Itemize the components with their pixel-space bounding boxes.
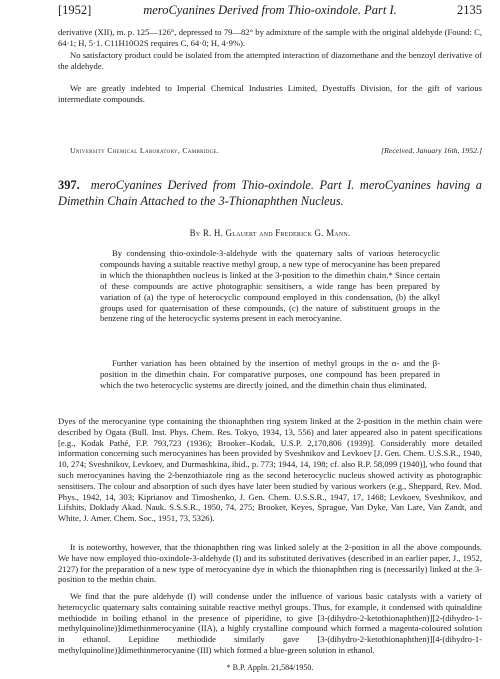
- article-number: 397.: [58, 178, 80, 192]
- previous-article-paragraph: derivative (XII), m. p. 125—126°, depressed to 79—82° by admixture of the sample with the original aldehyde (Found: C, 64·1; H, 5·1. C11H10O2S requires C, 64·0; H, 4·9%).: [58, 27, 482, 48]
- abstract-paragraph: By condensing thio-oxindole-3-aldehyde with the quaternary salts of various heterocyclic compounds having a suitable reactive methyl group, a new type of merocyanine has been prepared in which the thionaphthen nucleus is linked at the 3-position to the dimethin chain.* Since certain of these compounds are active photographic sensitisers, a wide range has been prepared by variation of (a) the type of heterocyclic compound employed in this condensation, (b) the alkyl groups used for quaternisation of these compounds, (c) the nature of substituent groups in the benzene ring of the heterocyclic systems present in each merocyanine.: [100, 248, 440, 324]
- laboratory-address: University Chemical Laboratory, Cambridge.: [70, 146, 220, 155]
- header-year: [1952]: [58, 3, 92, 17]
- article-title: [58, 178, 482, 209]
- page-number: 2135: [457, 3, 482, 17]
- header-title: meroCyanines Derived from Thio-oxindole. Part I.: [143, 3, 397, 17]
- received-date: [Received, January 16th, 1952.]: [381, 146, 482, 155]
- footnote: * B.P. Appln. 21,584/1950.: [226, 663, 314, 672]
- running-header: [58, 3, 482, 19]
- abstract-paragraph: Further variation has been obtained by the insertion of methyl groups in the α- and the β-position in the dimethin chain. For comparative purposes, one compound has been prepared in which the two heterocyclic systems are directly joined, and the dimethin chain thus eliminated.: [100, 358, 440, 390]
- acknowledgement-paragraph: We are greatly indebted to Imperial Chemical Industries Limited, Dyestuffs Division, for the gift of various intermediate compounds.: [58, 83, 482, 104]
- article-title-text: meroCyanines Derived from Thio-oxindole. Part I. meroCyanines having a Dimethin Chain Attached to the 3-Thionaphthen Nucleus.: [58, 178, 482, 208]
- author-line: By R. H. Glauert and Frederick G. Mann.: [189, 228, 351, 238]
- body-paragraph: It is noteworthy, however, that the thionaphthen ring was linked solely at the 2-position in all the above compounds. We have now employed thio-oxindole-3-aldehyde (I) and its substituted derivatives (described in an earlier paper, J., 1952, 2127) for the preparation of a new type of merocyanine dye in which the thionaphthen ring is (necessarily) linked at the 3-position to the methin chain.: [58, 542, 482, 585]
- previous-article-paragraph: No satisfactory product could be isolated from the attempted interaction of diazomethane and the benzoyl derivative of the aldehyde.: [58, 50, 482, 71]
- body-paragraph: Dyes of the merocyanine type containing the thionaphthen ring system linked at the 2-position in the methin chain were described by Ogata (Bull. Inst. Phys. Chem. Res. Tokyo, 1934, 13, 556) and later appeared also in patent specifications [e.g., Kodak Pathé, F.P. 793,723 (1936); Brooker–Kodak, U.S.P. 2,170,806 (1939)]. Considerably more detailed information concerning such merocyanines has been provided by Sveshnikov and Levkoev [J. Gen. Chem. U.S.S.R., 1940, 10, 274; Sveshnikov, Levkoev, and Durmashkina, ibid., p. 773; 1944, 14, 198; cf. also R.P. 58,099 (1940)], who found that such merocyanines having the 2-benzothiazole ring as the second heterocyclic nucleus showed activity as photographic sensitisers. The colour and absorption of such dyes have later been studied by various workers (e.g., Sheppard, Rev. Mod. Phys., 1942, 14, 303; Kiprianov and Timoshenko, J. Gen. Chem. U.S.S.R., 1947, 17, 1468; Levkoev, Sveshnikov, and Lifshits, Doklady Akad. Nauk. S.S.S.R., 1950, 74, 275; Brooker, Keyes, Sprague, Van Dyke, Van Lare, Van Zandt, and White, J. Amer. Chem. Soc., 1951, 73, 5326).: [58, 416, 482, 524]
- body-paragraph: We find that the pure aldehyde (I) will condense under the influence of various basic catalysts with a variety of heterocyclic quaternary salts containing suitable reactive methyl groups. Thus, for example, it condensed with quinaldine methiodide in boiling ethanol in the presence of piperidine, to give [3-(dihydro-2-ketothionaphthen)][2-(dihydro-1-methylquinoline)]dimethinmerocyanine (IIA), a highly crystalline compound which formed a magenta-coloured solution in ethanol. Lepidine methiodide similarly gave [3-(dihydro-2-ketothionaphthen)][4-(dihydro-1-methylquinoline)]dimethinmerocyanine (III) which formed a blue-green solution in ethanol.: [58, 591, 482, 655]
- address-line: [58, 146, 482, 157]
